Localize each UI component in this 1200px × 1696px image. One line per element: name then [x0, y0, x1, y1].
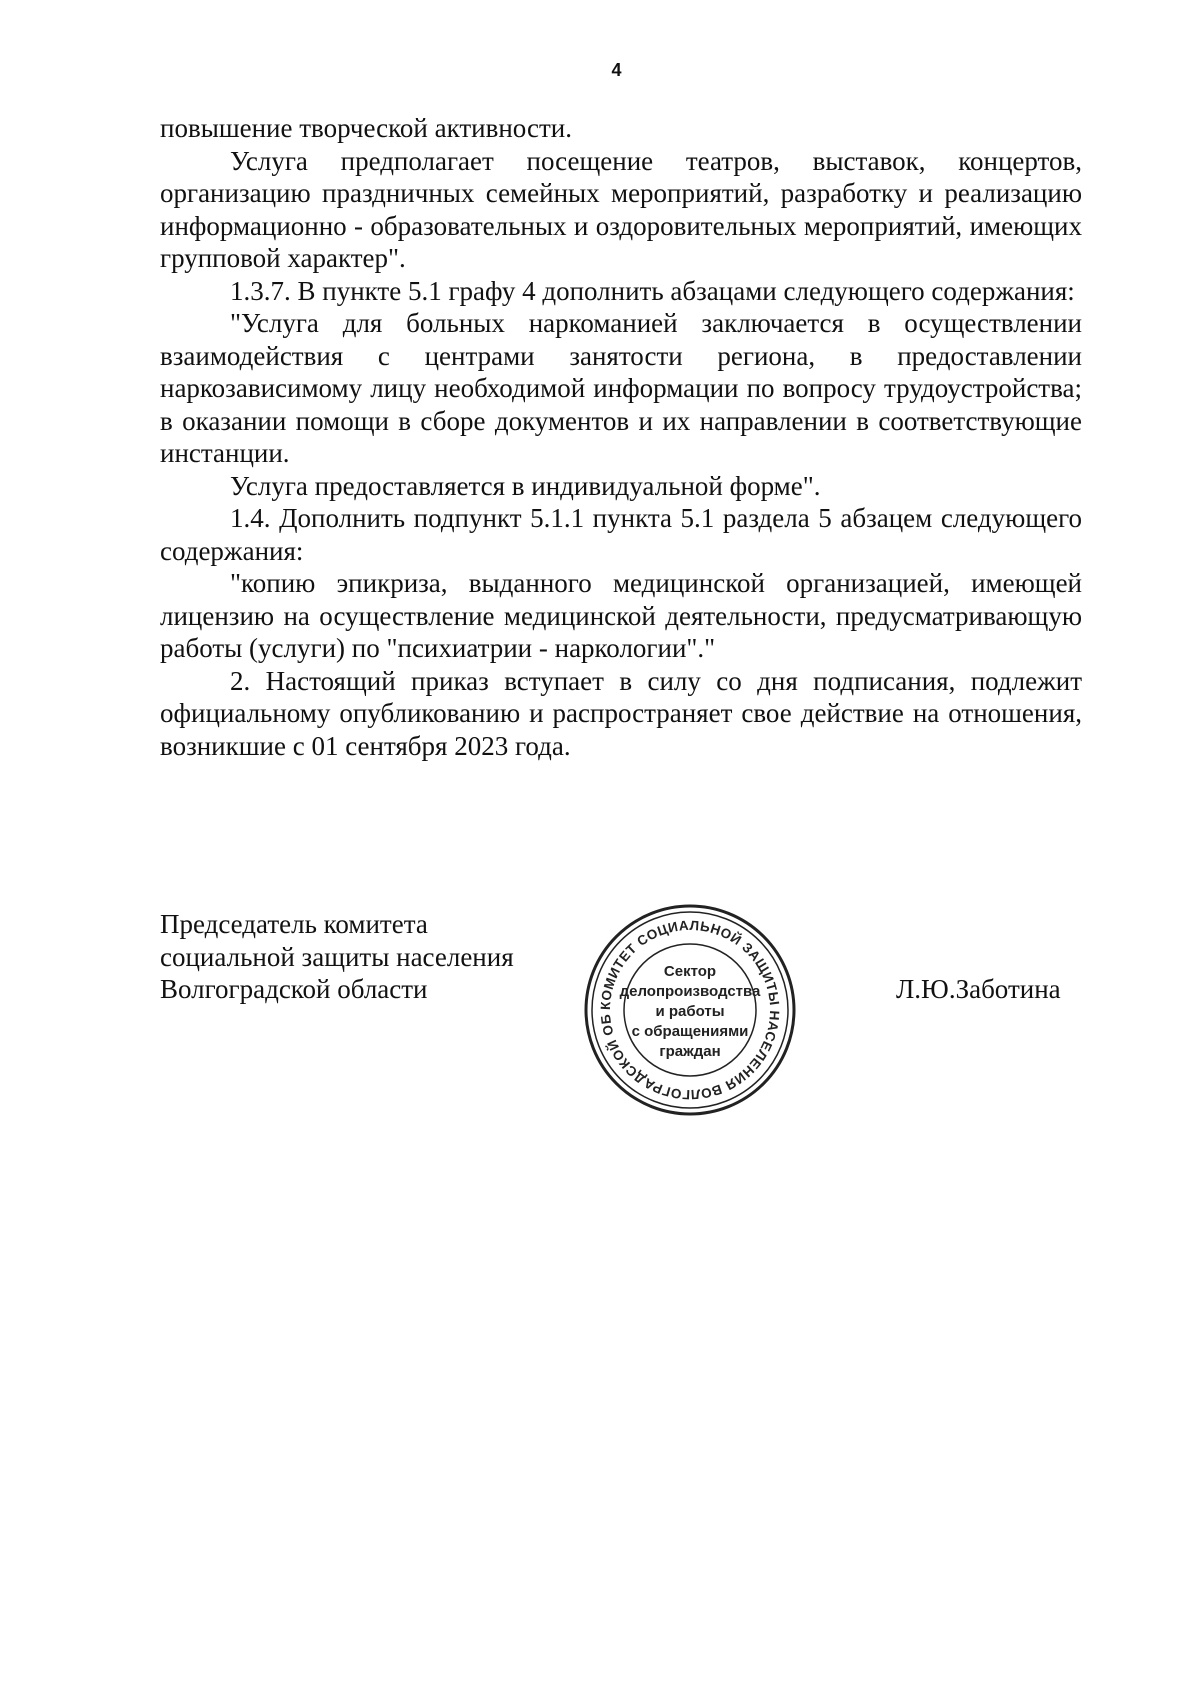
document-body — [160, 112, 1082, 762]
stamp-center-line: делопроизводства — [619, 983, 761, 1000]
paragraph: Услуга предоставляется в индивидуальной форме". — [230, 470, 821, 501]
paragraph: Услуга предполагает посещение театров, выставок, концертов, организацию праздничных семейных мероприятий, разработку и реализацию информационно - образовательных и оздоровительных мероприятий, имеющих групповой характер". — [160, 145, 1082, 273]
svg-text:КОМИТЕТ СОЦИАЛЬНОЙ ЗАЩИТЫ НАСЕ — [580, 900, 782, 1102]
stamp-center-line: граждан — [659, 1043, 721, 1060]
stamp-center-line: Сектор — [663, 963, 717, 980]
signatory-position — [160, 908, 514, 1006]
position-line: Волгоградской области — [160, 974, 428, 1004]
paragraph: 1.3.7. В пункте 5.1 графу 4 дополнить абзацами следующего содержания: — [230, 275, 1075, 306]
paragraph: "Услуга для больных наркоманией заключается в осуществлении взаимодействия с центрами занятости региона, в предоставлении наркозависимому лицу необходимой информации по вопросу трудоустройства; в оказании помощи в сборе документов и их направлении в соответствующие инстанции. — [160, 308, 1082, 468]
signatory-name: Л.Ю.Заботина — [896, 974, 1061, 1004]
stamp-ring-text: КОМИТЕТ СОЦИАЛЬНОЙ ЗАЩИТЫ НАСЕЛЕНИЯ ВОЛГОГРАДСКОЙ ОБ — [597, 917, 783, 1103]
official-stamp — [580, 900, 800, 1125]
position-line: социальной защиты населения — [160, 941, 514, 972]
paragraph: повышение творческой активности. — [160, 113, 572, 143]
stamp-center-line: и работы — [655, 1003, 725, 1020]
paragraph: 2. Настоящий приказ вступает в силу со дня подписания, подлежит официальному опубликованию и распространяет свое действие на отношения, возникшие с 01 сентября 2023 года. — [160, 665, 1082, 761]
page-number: 4 — [611, 60, 622, 80]
paragraph: "копию эпикриза, выданного медицинской организацией, имеющей лицензию на осуществление медицинской деятельности, предусматривающую работы (услуги) по "психиатрии - наркологии"." — [160, 568, 1082, 663]
stamp-center-line: с обращениями — [631, 1023, 749, 1040]
position-line: Председатель комитета — [160, 909, 428, 939]
paragraph: 1.4. Дополнить подпункт 5.1.1 пункта 5.1 раздела 5 абзацем следующего содержания: — [160, 503, 1082, 566]
